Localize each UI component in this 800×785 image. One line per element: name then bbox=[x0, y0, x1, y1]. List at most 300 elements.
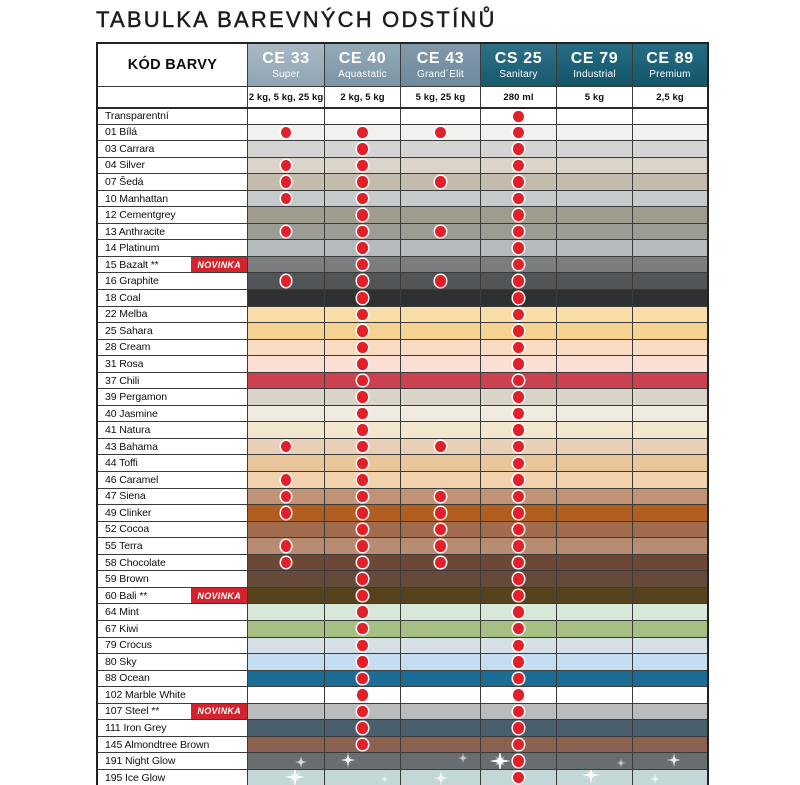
availability-dot bbox=[357, 606, 368, 618]
swatch-cell bbox=[401, 422, 481, 438]
availability-dot bbox=[357, 259, 368, 271]
sparkle-flare-icon bbox=[458, 753, 468, 763]
swatch-cell bbox=[248, 191, 325, 207]
swatch-cell bbox=[633, 489, 707, 505]
availability-dot bbox=[513, 259, 524, 271]
swatch-cell bbox=[481, 439, 557, 455]
availability-dot bbox=[281, 540, 292, 552]
row-label-cell bbox=[98, 505, 248, 521]
swatch-cell bbox=[248, 406, 325, 422]
swatch-cell bbox=[248, 290, 325, 306]
swatch-cell bbox=[401, 522, 481, 538]
table-row bbox=[98, 471, 707, 488]
page-title: TABULKA BAREVNÝCH ODSTÍNŮ bbox=[96, 7, 497, 32]
availability-dot bbox=[435, 441, 446, 453]
row-label-cell bbox=[98, 439, 248, 455]
swatch-cell bbox=[481, 654, 557, 670]
availability-dot bbox=[357, 507, 368, 519]
swatch-cell bbox=[481, 125, 557, 141]
swatch-cell bbox=[557, 555, 633, 571]
swatch-cell bbox=[633, 621, 707, 637]
table-row bbox=[98, 173, 707, 190]
table-row bbox=[98, 355, 707, 372]
swatch-cell bbox=[248, 389, 325, 405]
row-label-cell bbox=[98, 455, 248, 471]
table-row bbox=[98, 306, 707, 323]
row-label: 60 Bali ** bbox=[105, 589, 148, 602]
swatch-cell bbox=[481, 340, 557, 356]
swatch-cell bbox=[633, 654, 707, 670]
row-label-cell bbox=[98, 141, 248, 157]
availability-dot bbox=[513, 375, 524, 387]
swatch-cell bbox=[481, 704, 557, 720]
availability-dot bbox=[281, 441, 292, 453]
swatch-cell bbox=[401, 389, 481, 405]
row-label-cell bbox=[98, 588, 248, 604]
table-row bbox=[98, 703, 707, 720]
row-label: 191 Night Glow bbox=[105, 755, 176, 768]
swatch-cell bbox=[633, 141, 707, 157]
table-header-row bbox=[98, 44, 707, 86]
swatch-cell bbox=[325, 340, 401, 356]
availability-dot bbox=[357, 491, 368, 503]
availability-dot bbox=[357, 557, 368, 569]
swatch-cell bbox=[481, 373, 557, 389]
swatch-cell bbox=[401, 323, 481, 339]
swatch-cell bbox=[557, 455, 633, 471]
row-label-cell bbox=[98, 174, 248, 190]
availability-dot bbox=[513, 209, 524, 221]
column-header-ce-89 bbox=[633, 44, 707, 86]
swatch-cell bbox=[481, 455, 557, 471]
swatch-cell bbox=[401, 704, 481, 720]
swatch-cell bbox=[325, 704, 401, 720]
swatch-cell bbox=[248, 125, 325, 141]
swatch-cell bbox=[401, 588, 481, 604]
availability-dot bbox=[281, 193, 292, 205]
sparkle-flare-icon bbox=[667, 753, 681, 767]
swatch-cell bbox=[633, 109, 707, 124]
swatch-cell bbox=[401, 455, 481, 471]
swatch-cell bbox=[401, 240, 481, 256]
swatch-cell bbox=[401, 472, 481, 488]
swatch-cell bbox=[557, 224, 633, 240]
sparkle-flare-icon bbox=[295, 756, 307, 768]
availability-dot bbox=[357, 209, 368, 221]
availability-dot bbox=[513, 772, 524, 784]
swatch-cell bbox=[401, 621, 481, 637]
swatch-cell bbox=[481, 638, 557, 654]
product-code-label: CS 25 bbox=[494, 50, 543, 67]
swatch-cell bbox=[557, 207, 633, 223]
row-label-cell bbox=[98, 770, 248, 785]
table-row bbox=[98, 256, 707, 273]
swatch-cell bbox=[401, 373, 481, 389]
availability-dot bbox=[281, 127, 292, 139]
availability-dot bbox=[513, 739, 524, 751]
availability-dot bbox=[357, 573, 368, 585]
availability-dot bbox=[357, 722, 368, 734]
swatch-cell bbox=[325, 257, 401, 273]
swatch-cell bbox=[248, 638, 325, 654]
swatch-cell bbox=[248, 571, 325, 587]
row-label-cell bbox=[98, 125, 248, 141]
swatch-cell bbox=[325, 472, 401, 488]
swatch-cell bbox=[481, 505, 557, 521]
row-label: 52 Cocoa bbox=[105, 523, 150, 536]
availability-dot bbox=[435, 557, 446, 569]
swatch-cell bbox=[401, 356, 481, 372]
swatch-cell bbox=[401, 638, 481, 654]
swatch-cell bbox=[481, 522, 557, 538]
availability-dot bbox=[513, 689, 524, 701]
sparkle-flare-icon bbox=[489, 753, 510, 769]
swatch-cell bbox=[633, 720, 707, 736]
availability-dot bbox=[357, 540, 368, 552]
row-label: 80 Sky bbox=[105, 655, 137, 668]
table-row bbox=[98, 620, 707, 637]
swatch-cell bbox=[248, 356, 325, 372]
swatch-cell bbox=[401, 687, 481, 703]
swatch-cell bbox=[248, 704, 325, 720]
swatch-cell bbox=[481, 671, 557, 687]
swatch-cell bbox=[325, 654, 401, 670]
swatch-cell bbox=[481, 604, 557, 620]
swatch-cell bbox=[248, 604, 325, 620]
row-label-cell bbox=[98, 720, 248, 736]
swatch-cell bbox=[248, 472, 325, 488]
swatch-cell bbox=[401, 109, 481, 124]
swatch-cell bbox=[325, 141, 401, 157]
swatch-cell bbox=[325, 720, 401, 736]
swatch-cell bbox=[248, 439, 325, 455]
swatch-cell bbox=[248, 555, 325, 571]
swatch-cell bbox=[325, 224, 401, 240]
row-label: 64 Mint bbox=[105, 606, 139, 619]
table-row bbox=[98, 570, 707, 587]
table-row bbox=[98, 124, 707, 141]
table-row bbox=[98, 339, 707, 356]
swatch-cell bbox=[248, 158, 325, 174]
availability-dot bbox=[357, 706, 368, 718]
swatch-cell bbox=[325, 571, 401, 587]
availability-dot bbox=[357, 275, 368, 287]
availability-dot bbox=[435, 226, 446, 238]
row-label-cell bbox=[98, 489, 248, 505]
availability-dot bbox=[513, 292, 524, 304]
swatch-cell bbox=[481, 588, 557, 604]
availability-dot bbox=[513, 673, 524, 685]
availability-dot bbox=[513, 193, 524, 205]
availability-dot bbox=[357, 640, 368, 652]
table-row bbox=[98, 670, 707, 687]
availability-dot bbox=[513, 640, 524, 652]
swatch-cell bbox=[481, 406, 557, 422]
swatch-cell bbox=[401, 406, 481, 422]
table-row bbox=[98, 537, 707, 554]
availability-dot bbox=[357, 127, 368, 139]
swatch-cell bbox=[557, 538, 633, 554]
swatch-cell bbox=[401, 158, 481, 174]
column-header-ce-33 bbox=[248, 44, 325, 86]
swatch-cell bbox=[401, 125, 481, 141]
swatch-cell bbox=[401, 257, 481, 273]
availability-dot bbox=[435, 176, 446, 188]
swatch-cell bbox=[248, 505, 325, 521]
swatch-cell bbox=[557, 191, 633, 207]
product-subtitle-label: Aquastatic bbox=[338, 69, 387, 80]
swatch-cell bbox=[325, 555, 401, 571]
availability-dot bbox=[435, 491, 446, 503]
availability-dot bbox=[513, 458, 524, 470]
swatch-cell bbox=[557, 307, 633, 323]
swatch-cell bbox=[325, 687, 401, 703]
swatch-cell bbox=[248, 109, 325, 124]
swatch-cell bbox=[325, 373, 401, 389]
row-label: 14 Platinum bbox=[105, 242, 160, 255]
swatch-cell bbox=[401, 191, 481, 207]
product-subtitle-label: Industrial bbox=[573, 69, 616, 80]
swatch-cell bbox=[248, 770, 325, 785]
swatch-cell bbox=[325, 621, 401, 637]
product-code-label: CE 79 bbox=[570, 50, 619, 67]
swatch-cell bbox=[481, 687, 557, 703]
swatch-cell bbox=[633, 224, 707, 240]
swatch-cell bbox=[557, 323, 633, 339]
swatch-cell bbox=[633, 125, 707, 141]
swatch-cell bbox=[557, 737, 633, 753]
availability-dot bbox=[281, 474, 292, 486]
swatch-cell bbox=[557, 174, 633, 190]
availability-dot bbox=[281, 176, 292, 188]
availability-dot bbox=[513, 358, 524, 370]
swatch-cell bbox=[481, 621, 557, 637]
row-label: 47 Siena bbox=[105, 490, 146, 503]
swatch-cell bbox=[325, 158, 401, 174]
swatch-cell bbox=[325, 356, 401, 372]
swatch-cell bbox=[633, 191, 707, 207]
swatch-cell bbox=[325, 753, 401, 769]
swatch-cell bbox=[633, 207, 707, 223]
row-label-cell bbox=[98, 240, 248, 256]
swatch-cell bbox=[401, 604, 481, 620]
sparkle-flare-icon bbox=[616, 759, 625, 768]
swatch-cell bbox=[557, 406, 633, 422]
swatch-cell bbox=[325, 737, 401, 753]
swatch-cell bbox=[481, 555, 557, 571]
swatch-cell bbox=[633, 389, 707, 405]
table-row bbox=[98, 719, 707, 736]
swatch-cell bbox=[401, 340, 481, 356]
swatch-cell bbox=[633, 356, 707, 372]
swatch-cell bbox=[633, 753, 707, 769]
swatch-cell bbox=[633, 737, 707, 753]
row-label: 49 Clinker bbox=[105, 506, 152, 519]
swatch-cell bbox=[481, 307, 557, 323]
availability-dot bbox=[281, 226, 292, 238]
color-availability-table bbox=[96, 42, 709, 785]
table-row bbox=[98, 587, 707, 604]
availability-dot bbox=[513, 391, 524, 403]
sparkle-flare-icon bbox=[340, 753, 355, 767]
row-label-cell bbox=[98, 538, 248, 554]
table-row bbox=[98, 603, 707, 620]
swatch-cell bbox=[248, 489, 325, 505]
swatch-cell bbox=[557, 522, 633, 538]
column-header-ce-43 bbox=[401, 44, 481, 86]
row-label: 18 Coal bbox=[105, 291, 141, 304]
swatch-cell bbox=[633, 174, 707, 190]
availability-dot bbox=[281, 507, 292, 519]
package-sizes-row bbox=[98, 86, 707, 107]
availability-dot bbox=[357, 325, 368, 337]
swatch-cell bbox=[325, 489, 401, 505]
swatch-cell bbox=[633, 158, 707, 174]
availability-dot bbox=[513, 176, 524, 188]
availability-dot bbox=[513, 325, 524, 337]
row-label: 25 Sahara bbox=[105, 324, 153, 337]
swatch-cell bbox=[481, 290, 557, 306]
table-row bbox=[98, 140, 707, 157]
swatch-cell bbox=[557, 571, 633, 587]
swatch-cell bbox=[557, 340, 633, 356]
swatch-cell bbox=[401, 720, 481, 736]
product-code-label: CE 89 bbox=[646, 50, 694, 67]
swatch-cell bbox=[325, 455, 401, 471]
availability-dot bbox=[357, 375, 368, 387]
swatch-cell bbox=[248, 174, 325, 190]
swatch-cell bbox=[401, 224, 481, 240]
availability-dot bbox=[281, 160, 292, 172]
row-label: 55 Terra bbox=[105, 539, 143, 552]
row-label-cell bbox=[98, 472, 248, 488]
swatch-cell bbox=[481, 141, 557, 157]
table-row bbox=[98, 769, 707, 785]
row-label-cell bbox=[98, 356, 248, 372]
availability-dot bbox=[357, 143, 368, 155]
row-label: 58 Chocolate bbox=[105, 556, 166, 569]
availability-dot bbox=[357, 739, 368, 751]
swatch-cell bbox=[325, 109, 401, 124]
row-label: 16 Graphite bbox=[105, 275, 159, 288]
row-label: 39 Pergamon bbox=[105, 391, 167, 404]
swatch-cell bbox=[633, 340, 707, 356]
row-label: 15 Bazalt ** bbox=[105, 258, 159, 271]
swatch-cell bbox=[401, 654, 481, 670]
swatch-cell bbox=[325, 323, 401, 339]
swatch-cell bbox=[557, 141, 633, 157]
swatch-cell bbox=[325, 307, 401, 323]
swatch-cell bbox=[325, 290, 401, 306]
package-size-cell: 2,5 kg bbox=[633, 87, 707, 107]
swatch-cell bbox=[325, 240, 401, 256]
swatch-cell bbox=[633, 571, 707, 587]
row-label: 59 Brown bbox=[105, 573, 149, 586]
availability-dot bbox=[357, 623, 368, 635]
swatch-cell bbox=[325, 671, 401, 687]
swatch-cell bbox=[325, 638, 401, 654]
swatch-cell bbox=[401, 273, 481, 289]
availability-dot bbox=[513, 143, 524, 155]
swatch-cell bbox=[557, 439, 633, 455]
swatch-cell bbox=[633, 704, 707, 720]
swatch-cell bbox=[248, 207, 325, 223]
availability-dot bbox=[435, 524, 446, 536]
swatch-cell bbox=[325, 174, 401, 190]
swatch-cell bbox=[633, 538, 707, 554]
availability-dot bbox=[357, 474, 368, 486]
swatch-cell bbox=[633, 307, 707, 323]
availability-dot bbox=[357, 689, 368, 701]
availability-dot bbox=[357, 424, 368, 436]
swatch-cell bbox=[633, 257, 707, 273]
sparkle-flare-icon bbox=[381, 775, 390, 784]
table-row bbox=[98, 239, 707, 256]
availability-dot bbox=[435, 275, 446, 287]
swatch-cell bbox=[325, 389, 401, 405]
swatch-cell bbox=[557, 240, 633, 256]
swatch-cell bbox=[325, 538, 401, 554]
swatch-cell bbox=[248, 522, 325, 538]
row-label: 67 Kiwi bbox=[105, 622, 139, 635]
swatch-cell bbox=[481, 109, 557, 124]
row-label-cell bbox=[98, 604, 248, 620]
swatch-cell bbox=[248, 273, 325, 289]
swatch-cell bbox=[401, 538, 481, 554]
swatch-cell bbox=[633, 505, 707, 521]
swatch-cell bbox=[633, 422, 707, 438]
swatch-cell bbox=[401, 753, 481, 769]
sparkle-flare-icon bbox=[285, 770, 305, 785]
availability-dot bbox=[357, 309, 368, 321]
sparkle-flare-icon bbox=[582, 770, 600, 784]
swatch-cell bbox=[325, 439, 401, 455]
swatch-cell bbox=[481, 720, 557, 736]
swatch-cell bbox=[248, 687, 325, 703]
swatch-cell bbox=[248, 240, 325, 256]
row-label-cell bbox=[98, 753, 248, 769]
table-row bbox=[98, 157, 707, 174]
row-label-cell bbox=[98, 273, 248, 289]
availability-dot bbox=[513, 557, 524, 569]
row-label-cell bbox=[98, 621, 248, 637]
table-row bbox=[98, 107, 707, 124]
swatch-cell bbox=[401, 439, 481, 455]
availability-dot bbox=[357, 524, 368, 536]
row-label: 07 Šedá bbox=[105, 175, 144, 188]
row-label-cell bbox=[98, 290, 248, 306]
swatch-cell bbox=[481, 158, 557, 174]
swatch-cell bbox=[248, 455, 325, 471]
product-subtitle-label: Premium bbox=[649, 69, 691, 80]
row-label: 40 Jasmine bbox=[105, 407, 158, 420]
availability-dot bbox=[357, 441, 368, 453]
availability-dot bbox=[281, 275, 292, 287]
row-label-cell bbox=[98, 109, 248, 124]
swatch-cell bbox=[325, 505, 401, 521]
swatch-cell bbox=[248, 737, 325, 753]
availability-dot bbox=[357, 160, 368, 172]
swatch-cell bbox=[481, 240, 557, 256]
availability-dot bbox=[513, 309, 524, 321]
row-label-cell bbox=[98, 737, 248, 753]
swatch-cell bbox=[481, 323, 557, 339]
swatch-cell bbox=[481, 224, 557, 240]
row-label: 43 Bahama bbox=[105, 440, 158, 453]
table-row bbox=[98, 686, 707, 703]
row-label: 44 Toffi bbox=[105, 457, 138, 470]
swatch-cell bbox=[481, 472, 557, 488]
